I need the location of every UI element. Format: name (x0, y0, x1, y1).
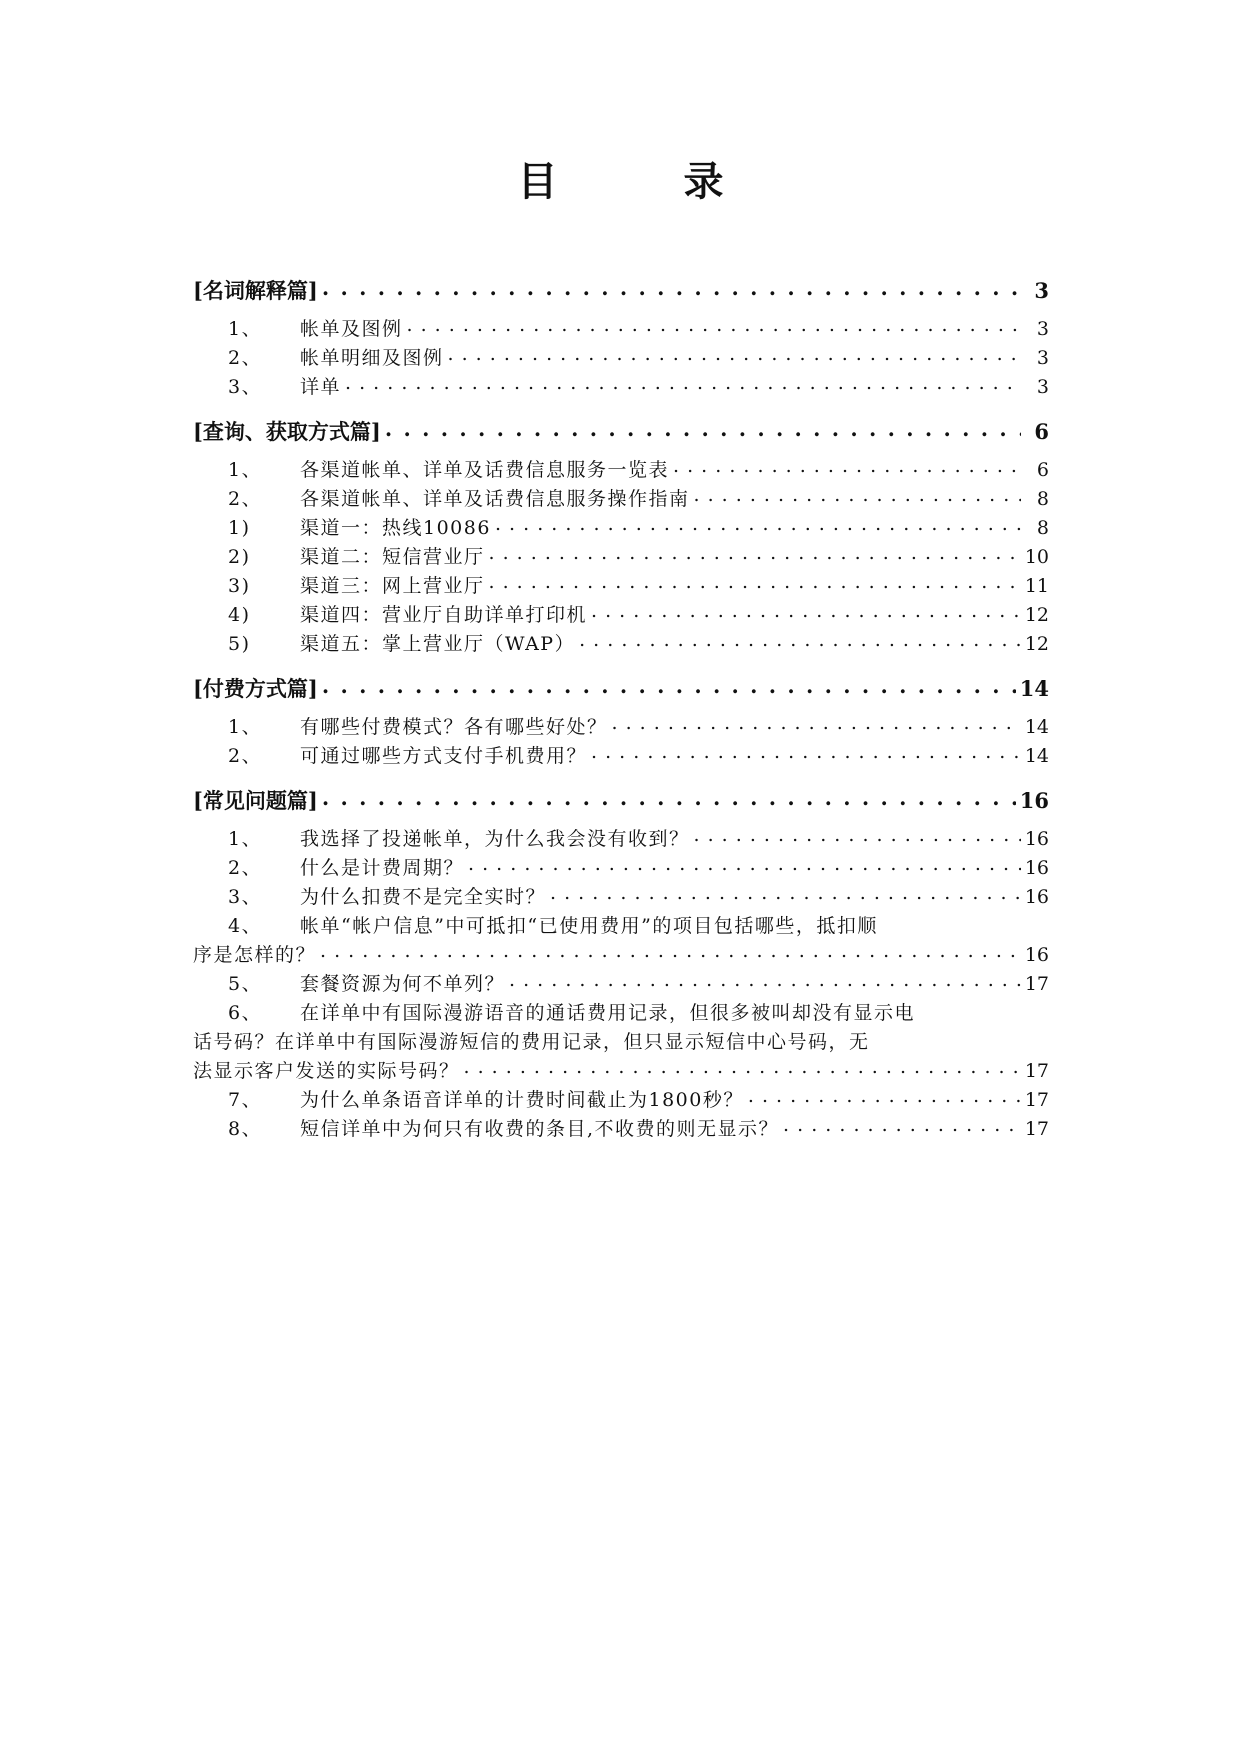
toc-entry-page: 12 (1024, 633, 1049, 655)
toc-entry-label: 帐单“帐户信息”中可抵扣“已使用费用”的项目包括哪些，抵扣顺 (300, 915, 878, 937)
dot-leader (550, 884, 1021, 903)
toc-entry-page: 12 (1024, 604, 1049, 626)
dot-leader (694, 486, 1021, 505)
toc-entry-line (193, 999, 1049, 1028)
toc-entry-page: 8 (1036, 488, 1049, 510)
toc-entry-number: 1、 (228, 828, 263, 850)
toc-entry-page: 8 (1036, 517, 1049, 539)
toc-heading-page: 6 (1034, 419, 1049, 444)
toc-entry-label: 渠道三：网上营业厅 (300, 575, 485, 597)
toc-section (193, 671, 1049, 771)
toc-entry-number: 5、 (228, 973, 263, 995)
toc-entry-page: 17 (1024, 1118, 1049, 1140)
toc-entry-page: 11 (1024, 575, 1049, 597)
toc-entry-number: 2、 (228, 745, 263, 767)
toc-entry-number: 2、 (228, 488, 263, 510)
toc-entry-label: 详单 (300, 376, 342, 398)
dot-leader (464, 1058, 1021, 1077)
toc-entry[interactable] (193, 630, 1049, 659)
toc-entry[interactable] (193, 1115, 1049, 1144)
toc-entry-number: 1、 (228, 716, 263, 738)
toc-entry-label: 帐单及图例 (300, 318, 403, 340)
toc-entry-label: 各渠道帐单、详单及话费信息服务操作指南 (300, 488, 690, 510)
toc-entry[interactable] (193, 514, 1049, 543)
toc-entry-label: 可通过哪些方式支付手机费用？ (300, 745, 588, 767)
toc-entry-page: 6 (1036, 459, 1049, 481)
dot-leader (468, 855, 1021, 874)
toc-entry-number: 3、 (228, 886, 263, 908)
dot-leader (612, 714, 1021, 733)
toc-entry[interactable] (193, 912, 1049, 970)
toc-heading-page: 16 (1019, 788, 1049, 813)
toc-entry[interactable] (193, 825, 1049, 854)
toc-heading-page: 3 (1034, 278, 1049, 303)
dot-leader (320, 942, 1021, 961)
dot-leader (448, 345, 1021, 364)
toc-entry-label: 话号码？在详单中有国际漫游短信的费用记录，但只显示短信中心号码，无 (193, 1031, 870, 1053)
dot-leader (407, 316, 1021, 335)
toc-heading[interactable] (193, 273, 1049, 309)
toc-entry-label: 套餐资源为何不单列？ (300, 973, 506, 995)
toc-entry-page: 17 (1024, 1060, 1049, 1082)
toc-entry-number: 2、 (228, 857, 263, 879)
toc-entry-label: 各渠道帐单、详单及话费信息服务一览表 (300, 459, 670, 481)
toc-entry-page: 16 (1024, 944, 1049, 966)
dot-leader (345, 374, 1021, 393)
dot-leader (673, 457, 1021, 476)
dot-leader (322, 675, 1016, 696)
toc-entry-label: 在详单中有国际漫游语音的通话费用记录，但很多被叫却没有显示电 (300, 1002, 916, 1024)
toc-entry-label: 渠道一：热线10086 (300, 517, 491, 539)
toc-entry-label: 渠道五：掌上营业厅（WAP） (300, 633, 576, 655)
toc-entry-label: 法显示客户发送的实际号码？ (193, 1060, 460, 1082)
dot-leader (489, 544, 1021, 563)
toc-entry-number: 4) (228, 604, 251, 626)
toc-entry-number: 5) (228, 633, 251, 655)
toc-entry[interactable] (193, 854, 1049, 883)
toc-heading-label: [常见问题篇] (193, 788, 318, 813)
toc-entry-page: 16 (1024, 857, 1049, 879)
toc-entry-number: 3、 (228, 376, 263, 398)
toc-entry-page: 3 (1036, 376, 1049, 398)
toc-entry-page: 10 (1024, 546, 1049, 568)
toc-heading-label: [付费方式篇] (193, 676, 318, 701)
toc-entry[interactable] (193, 999, 1049, 1086)
toc-entry-page: 3 (1036, 318, 1049, 340)
dot-leader (591, 602, 1021, 621)
toc-entry-page: 17 (1024, 973, 1049, 995)
toc-entry[interactable] (193, 572, 1049, 601)
dot-leader (322, 277, 1021, 298)
toc-entry-label: 为什么扣费不是完全实时？ (300, 886, 547, 908)
toc-entry-number: 2) (228, 546, 251, 568)
toc-entry-number: 8、 (228, 1118, 263, 1140)
dot-leader (694, 826, 1021, 845)
toc-entry[interactable] (193, 485, 1049, 514)
toc-entry-line (193, 1057, 1049, 1086)
toc-entry[interactable] (193, 1086, 1049, 1115)
dot-leader (385, 418, 1021, 439)
toc-entry-label: 渠道二：短信营业厅 (300, 546, 485, 568)
toc-heading-label: [名词解释篇] (193, 278, 318, 303)
toc-entry[interactable] (193, 373, 1049, 402)
toc-entry-label: 为什么单条语音详单的计费时间截止为1800秒？ (300, 1089, 744, 1111)
toc-entry-number: 4、 (228, 915, 263, 937)
toc-entry-page: 14 (1024, 745, 1049, 767)
dot-leader (591, 743, 1021, 762)
toc-section (193, 414, 1049, 659)
toc-section (193, 783, 1049, 1144)
toc-entry-label: 有哪些付费模式？各有哪些好处？ (300, 716, 608, 738)
toc-entry-page: 17 (1024, 1089, 1049, 1111)
toc-entry-label: 什么是计费周期？ (300, 857, 465, 879)
toc-entry[interactable] (193, 315, 1049, 344)
dot-leader (783, 1116, 1021, 1135)
dot-leader (509, 971, 1021, 990)
toc-entry-number: 1) (228, 517, 251, 539)
toc-entry[interactable] (193, 344, 1049, 373)
table-of-contents (193, 273, 1049, 1144)
toc-heading[interactable] (193, 783, 1049, 819)
toc-entry-line (193, 912, 1049, 941)
toc-entry-page: 16 (1024, 828, 1049, 850)
toc-entry-number: 6、 (228, 1002, 263, 1024)
toc-heading-label: [查询、获取方式篇] (193, 419, 381, 444)
toc-entry[interactable] (193, 970, 1049, 999)
toc-entry[interactable] (193, 543, 1049, 572)
toc-entry-page: 16 (1024, 886, 1049, 908)
toc-entry-number: 1、 (228, 459, 263, 481)
toc-entry-label: 帐单明细及图例 (300, 347, 444, 369)
page-title: 目 录 (517, 158, 780, 205)
toc-entry[interactable] (193, 742, 1049, 771)
toc-entry-line (193, 1028, 1049, 1057)
toc-entry-page: 14 (1024, 716, 1049, 738)
toc-entry-number: 3) (228, 575, 251, 597)
dot-leader (489, 573, 1021, 592)
toc-entry-line (193, 941, 1049, 970)
toc-entry[interactable] (193, 713, 1049, 742)
toc-entry[interactable] (193, 883, 1049, 912)
toc-heading[interactable] (193, 414, 1049, 450)
toc-entry-page: 3 (1036, 347, 1049, 369)
toc-entry-label: 短信详单中为何只有收费的条目,不收费的则无显示？ (300, 1118, 780, 1140)
toc-heading[interactable] (193, 671, 1049, 707)
toc-entry[interactable] (193, 601, 1049, 630)
dot-leader (579, 631, 1021, 650)
dot-leader (322, 787, 1016, 808)
dot-leader (748, 1087, 1021, 1106)
toc-entry-number: 7、 (228, 1089, 263, 1111)
toc-entry-number: 1、 (228, 318, 263, 340)
toc-entry-label: 我选择了投递帐单，为什么我会没有收到？ (300, 828, 690, 850)
toc-entry-label: 渠道四：营业厅自助详单打印机 (300, 604, 588, 626)
dot-leader (495, 515, 1021, 534)
toc-entry-number: 2、 (228, 347, 263, 369)
toc-heading-page: 14 (1019, 676, 1049, 701)
toc-section (193, 273, 1049, 402)
toc-entry[interactable] (193, 456, 1049, 485)
toc-entry-label: 序是怎样的？ (193, 944, 317, 966)
